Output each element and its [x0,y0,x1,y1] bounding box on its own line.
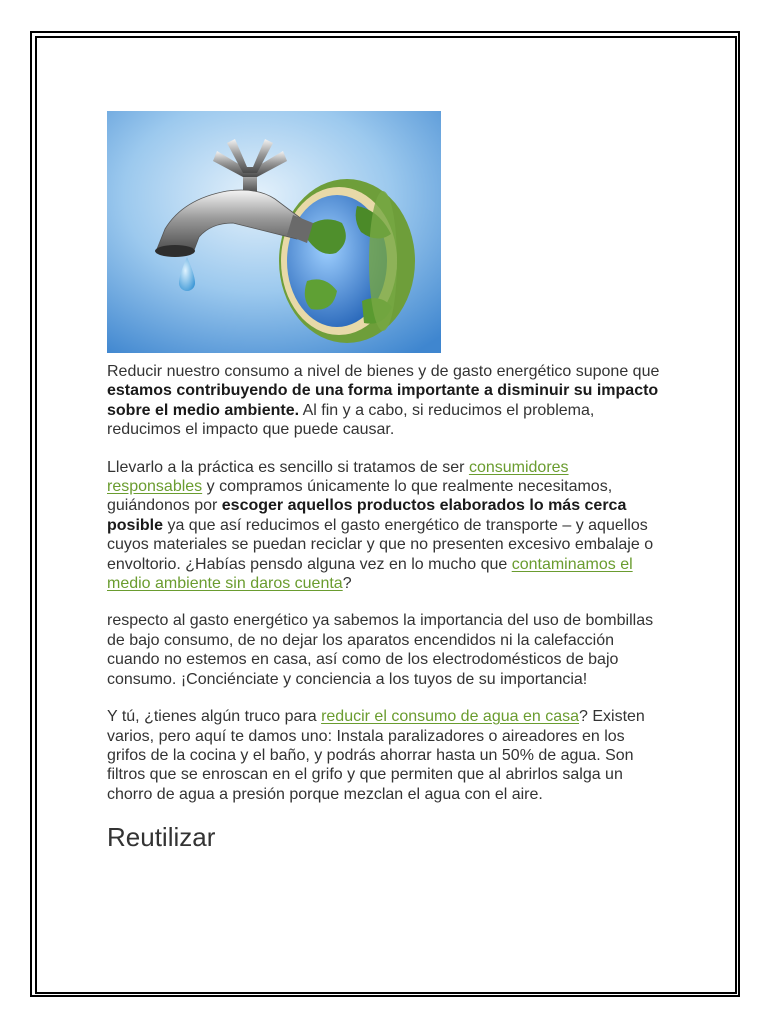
text-segment: Reducir nuestro consumo a nivel de bienes y de gasto energético supone que [107,363,660,380]
section-heading: Reutilizar [107,822,216,853]
text-segment: ? [342,575,352,593]
text-segment: respecto al gasto energético ya sabemos la importancia del uso de bombillas de bajo consumo, de no dejar los aparatos encendidos ni la calefacción cuando no estemos en casa, así como de los electrodomésticos de bajo consumo. ¡Conciénciate y conciencia a los tuyos de su importancia! [107,612,654,688]
text-segment: y compramos únicamente lo que realmente necesitamos, guiándonos por [107,478,613,515]
paragraph-practica [107,458,667,594]
paragraph-reducir [107,362,667,440]
text-segment: Llevarlo a la práctica es sencillo si tratamos de ser [107,458,469,476]
text-segment: Al fin y a cabo, si reducimos el problema, reducimos el impacto que puede causar. [107,401,595,439]
text-segment: Y tú, ¿tienes algún truco para [107,708,322,726]
text-segment: ya que así reducimos el gasto energético de transporte – y aquellos cuyos materiales se puedan reciclar y que no presenten excesivo embalaje o envoltorio. ¿Habías pensdo alguna vez en lo mucho que [107,516,654,573]
link-contaminamos[interactable]: contaminamos el medio ambiente sin daros cuenta [107,555,633,593]
bold-segment: estamos contribuyendo de una forma importante a disminuir su impacto sobre el medio ambiente. [107,382,659,419]
bold-segment: escoger aquellos productos elaborados lo más cerca posible [107,497,627,534]
paragraph-agua [107,707,667,804]
link-reducir-consumo-agua[interactable]: reducir el consumo de agua en casa [321,708,579,726]
link-consumidores-responsables[interactable]: consumidores responsables [107,458,569,496]
article-body [107,362,667,852]
paragraph-energia [107,611,667,689]
text-segment: ? Existen varios, pero aquí te damos uno: Instala paralizadores o aireadores en los grifos de la cocina y el baño, y podrás ahorrar hasta un 50% de agua. Son filtros que se enroscan en el grifo y que permiten que al abrirlos salga un chorro de agua a presión porque mezclan el agua con el aire. [107,708,645,803]
faucet-globe-illustration [107,111,441,353]
